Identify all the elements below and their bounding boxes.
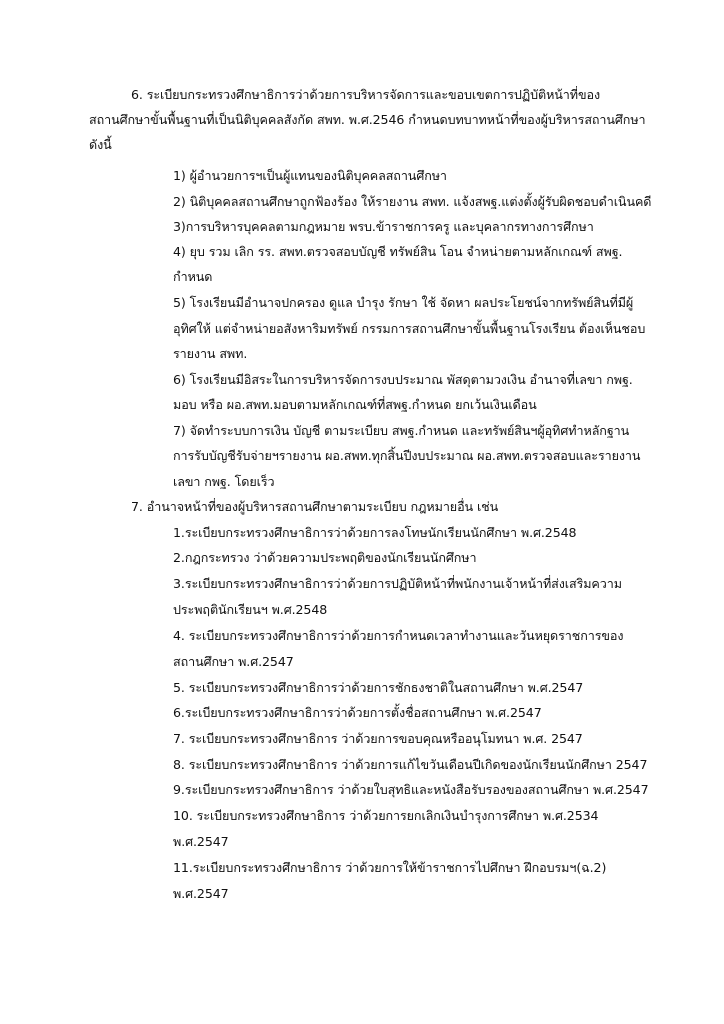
- section-6-item-6-cont: มอบ หรือ ผอ.สพท.มอบตามหลักเกณฑ์ที่สพฐ.กำหนด ยกเว้นเงินเดือน: [173, 397, 537, 412]
- section-7-item-4-cont: สถานศึกษา พ.ศ.2547: [173, 654, 294, 669]
- section-7-item-10: 10. ระเบียบกระทรวงศึกษาธิการ ว่าด้วยการยกเลิกเงินบำรุงการศึกษา พ.ศ.2534: [173, 808, 599, 823]
- section-6-heading-line-3: ดังนี้: [89, 137, 112, 152]
- section-7-item-8: 8. ระเบียบกระทรวงศึกษาธิการ ว่าด้วยการแก้ไขวันเดือนปีเกิดของนักเรียนนักศึกษา 2547: [173, 757, 648, 772]
- section-7-item-4: 4. ระเบียบกระทรวงศึกษาธิการว่าด้วยการกำหนดเวลาทำงานและวันหยุดราชการของ: [173, 628, 624, 643]
- section-6-item-5: 5) โรงเรียนมีอำนาจปกครอง ดูแล บำรุง รักษา ใช้ จัดหา ผลประโยชน์จากทรัพย์สินที่มีผู้: [173, 295, 634, 310]
- section-7-item-6: 6.ระเบียบกระทรวงศึกษาธิการว่าด้วยการตั้งชื่อสถานศึกษา พ.ศ.2547: [173, 705, 542, 720]
- section-7-item-11: 11.ระเบียบกระทรวงศึกษาธิการ ว่าด้วยการให้ข้าราชการไปศึกษา ฝึกอบรมฯ(ฉ.2): [173, 860, 607, 875]
- section-7-item-5: 5. ระเบียบกระทรวงศึกษาธิการว่าด้วยการชักธงชาติในสถานศึกษา พ.ศ.2547: [173, 680, 584, 695]
- section-6-item-1: 1) ผู้อำนวยการฯเป็นผู้แทนของนิติบุคคลสถานศึกษา: [173, 168, 447, 183]
- section-6-heading-line-1: 6. ระเบียบกระทรวงศึกษาธิการว่าด้วยการบริหารจัดการและขอบเขตการปฏิบัติหน้าที่ของ: [131, 87, 600, 102]
- section-7-item-3-cont: ประพฤตินักเรียนฯ พ.ศ.2548: [173, 602, 328, 617]
- section-6-item-6: 6) โรงเรียนมีอิสระในการบริหารจัดการงบประมาณ พัสดุตามวงเงิน อำนาจที่เลขา กพฐ.: [173, 372, 633, 387]
- section-7-item-2: 2.กฎกระทรวง ว่าด้วยความประพฤติของนักเรียนนักศึกษา: [173, 550, 477, 565]
- section-7-heading: 7. อำนาจหน้าที่ของผู้บริหารสถานศึกษาตามระเบียบ กฎหมายอื่น เช่น: [131, 499, 499, 514]
- section-6-item-7-cont-2: เลขา กพฐ. โดยเร็ว: [173, 474, 275, 489]
- section-7-item-11-cont: พ.ศ.2547: [173, 886, 229, 901]
- section-7-item-7: 7. ระเบียบกระทรวงศึกษาธิการ ว่าด้วยการขอบคุณหรืออนุโมทนา พ.ศ. 2547: [173, 731, 583, 746]
- section-6-item-7: 7) จัดทำระบบการเงิน บัญชี ตามระเบียบ สพฐ.กำหนด และทรัพย์สินฯผู้อุทิศทำหลักฐาน: [173, 423, 630, 438]
- section-6-item-7-cont-1: การรับบัญชีรับจ่ายฯรายงาน ผอ.สพท.ทุกสิ้นปีงบประมาณ ผอ.สพท.ตรวจสอบและรายงาน: [173, 448, 641, 463]
- section-6-item-5-cont-1: อุทิศให้ แต่จำหน่ายอสังหาริมทรัพย์ กรรมการสถานศึกษาขั้นพื้นฐานโรงเรียน ต้องเห็นชอบ: [173, 321, 646, 336]
- section-7-item-10-cont: พ.ศ.2547: [173, 834, 229, 849]
- section-6-item-5-cont-2: รายงาน สพท.: [173, 346, 248, 361]
- section-7-item-3: 3.ระเบียบกระทรวงศึกษาธิการว่าด้วยการปฏิบัติหน้าที่พนักงานเจ้าหน้าที่ส่งเสริมความ: [173, 576, 622, 591]
- section-7-item-9: 9.ระเบียบกระทรวงศึกษาธิการ ว่าด้วยใบสุทธิและหนังสือรับรองของสถานศึกษา พ.ศ.2547: [173, 782, 649, 797]
- section-6-item-3: 3)การบริหารบุคคลตามกฎหมาย พรบ.ข้าราชการครู และบุคลากรทางการศึกษา: [173, 219, 594, 234]
- section-6-item-4-cont: กำหนด: [173, 269, 213, 284]
- section-6-item-2: 2) นิติบุคคลสถานศึกษาถูกฟ้องร้อง ให้รายงาน สพท. แจ้งสพฐ.แต่งตั้งผู้รับผิดชอบดำเนินคดี: [173, 194, 652, 209]
- section-7-item-1: 1.ระเบียบกระทรวงศึกษาธิการว่าด้วยการลงโทษนักเรียนนักศึกษา พ.ศ.2548: [173, 525, 577, 540]
- section-6-heading-line-2: สถานศึกษาขั้นพื้นฐานที่เป็นนิติบุคคลสังกัด สพท. พ.ศ.2546 กำหนดบทบาทหน้าที่ของผู้บริหารสถานศึกษา: [89, 112, 646, 127]
- section-6-item-4: 4) ยุบ รวม เลิก รร. สพท.ตรวจสอบบัญชี ทรัพย์สิน โอน จำหน่ายตามหลักเกณฑ์ สพฐ.: [173, 244, 623, 259]
